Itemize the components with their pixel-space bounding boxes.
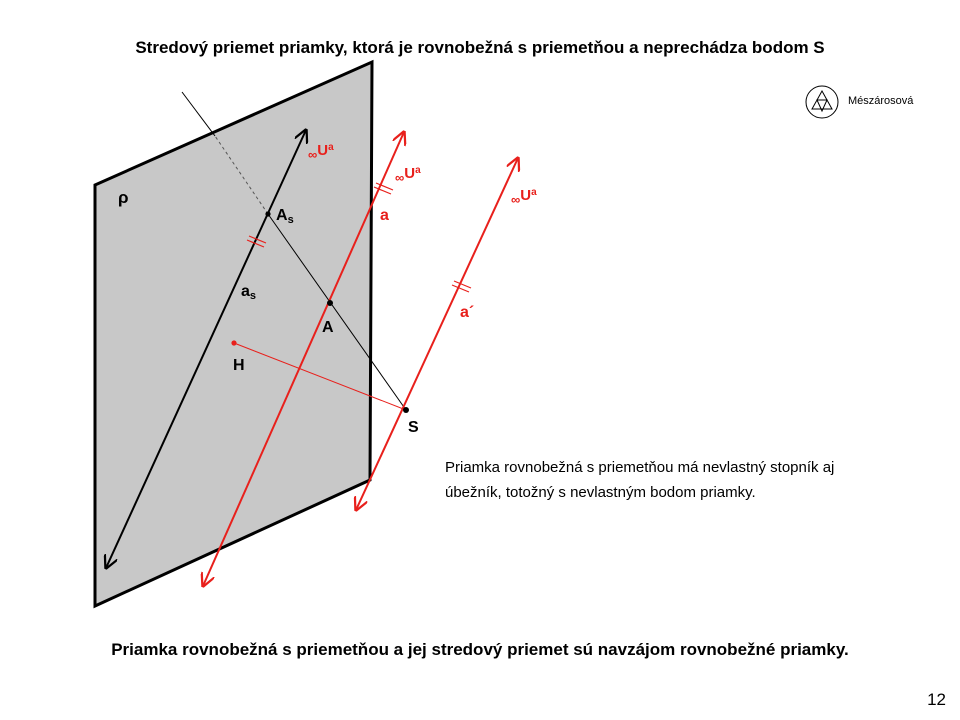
author-name: Mészárosová xyxy=(848,95,914,107)
label-H: H xyxy=(233,357,245,374)
slide-title: Stredový priemet priamky, ktorá je rovnobežná s priemetňou a neprechádza bodom S xyxy=(135,38,825,57)
point-A xyxy=(327,300,333,306)
label-inf-Ua-1: $\infty U^a$ xyxy=(308,142,334,162)
conclusion-text: Priamka rovnobežná s priemetňou a jej stredový priemet sú navzájom rovnobežné priamky. xyxy=(111,640,849,659)
point-S xyxy=(403,407,409,413)
label-A: A xyxy=(322,319,334,336)
explanation-note xyxy=(445,455,945,505)
point-As xyxy=(265,211,270,216)
note-line-2: úbežník, totožný s nevlastným bodom priamky. xyxy=(445,484,756,501)
label-a: a xyxy=(380,207,389,224)
label-inf-Ua-3: $\infty U^a$ xyxy=(511,187,537,207)
label-inf-Ua-2: $\infty U^a$ xyxy=(395,165,421,185)
label-S: S xyxy=(408,419,419,436)
point-H xyxy=(231,340,236,345)
note-line-1: Priamka rovnobežná s priemetňou má nevlastný stopník aj xyxy=(445,459,835,476)
label-a-prime: a´ xyxy=(460,304,475,321)
page-number: 12 xyxy=(927,690,946,709)
label-As: As xyxy=(276,207,294,226)
projecting-ray-outside xyxy=(182,92,215,136)
label-as: as xyxy=(241,283,257,302)
plane-label: ρ xyxy=(118,188,129,207)
